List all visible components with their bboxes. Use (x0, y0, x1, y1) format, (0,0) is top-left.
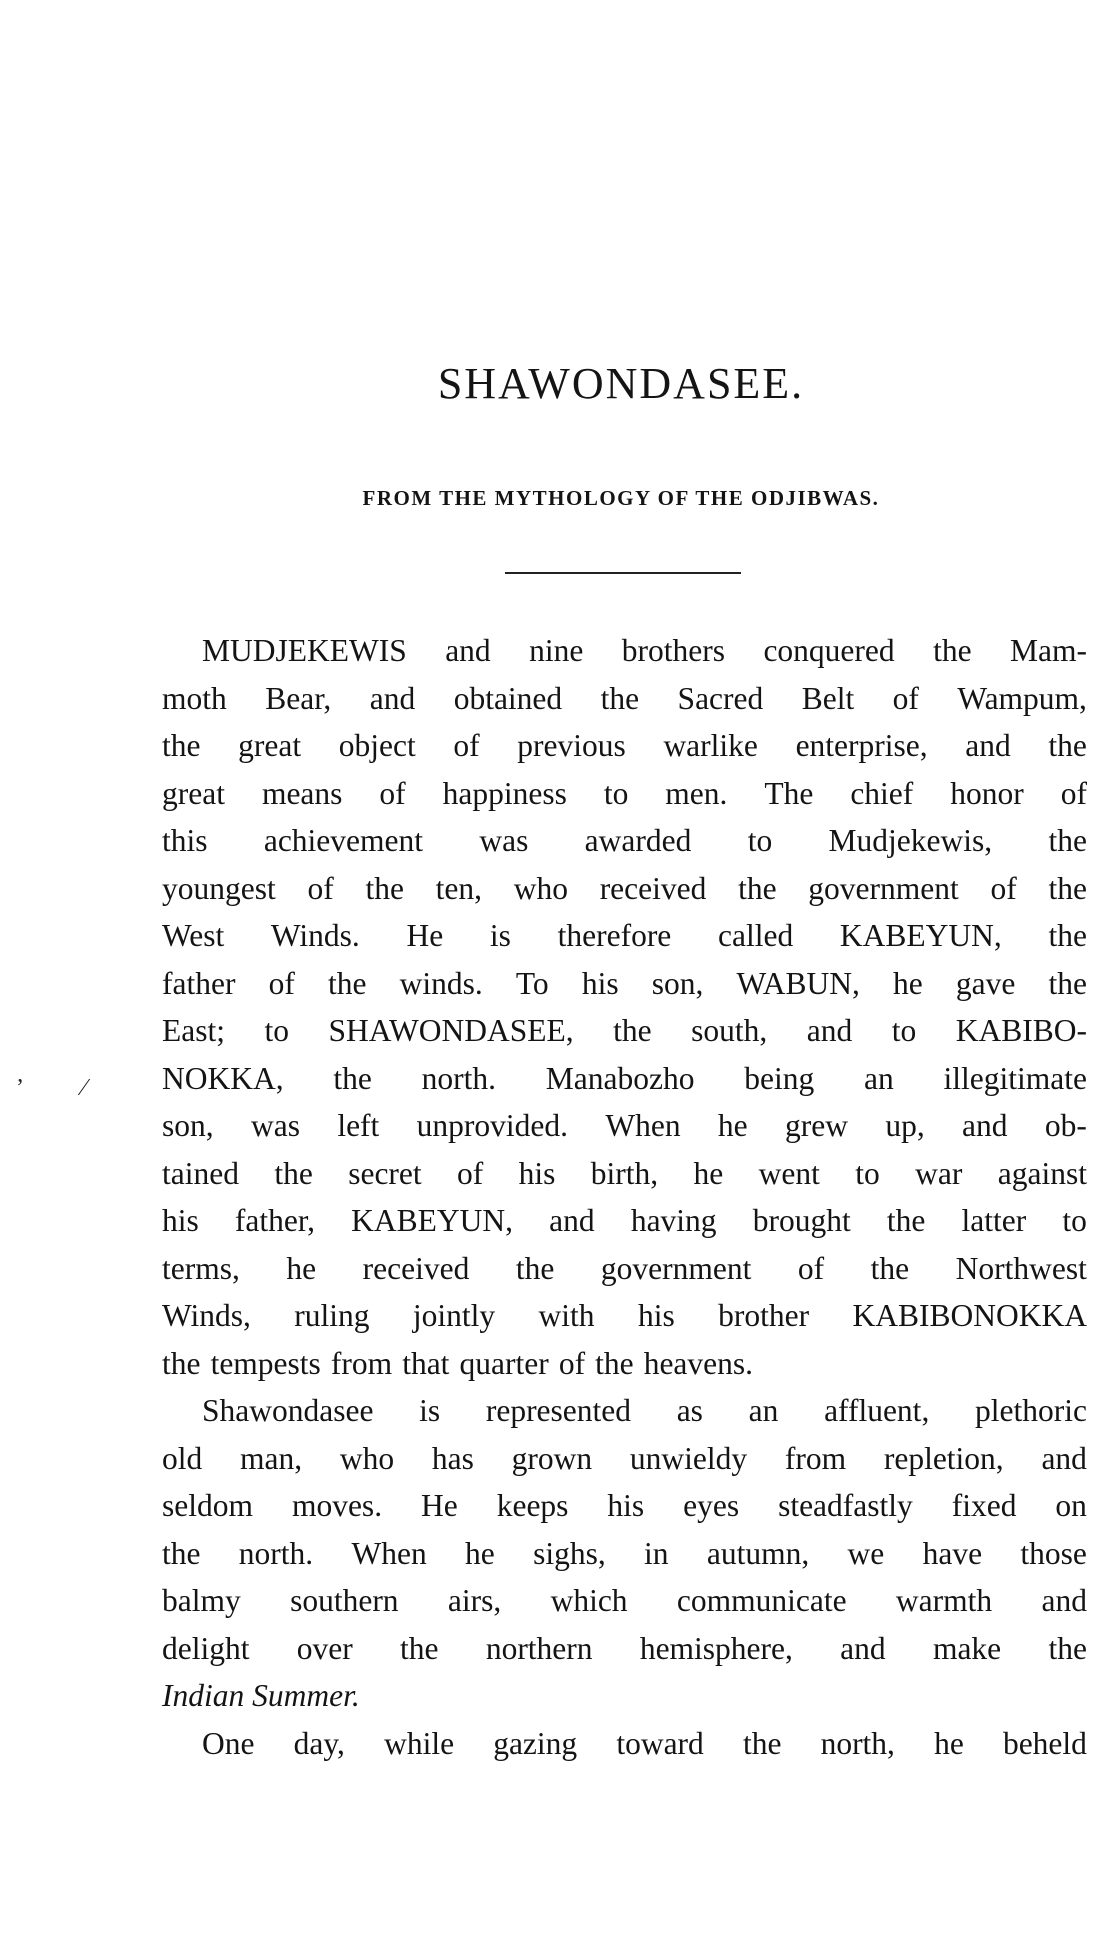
text-line (162, 675, 1087, 723)
word: of (453, 728, 480, 763)
word: the (1048, 918, 1087, 953)
word: north, (820, 1725, 895, 1761)
word: honor (950, 775, 1024, 811)
text-line (162, 912, 1087, 960)
text-line (162, 1435, 1087, 1483)
word: the (870, 1250, 910, 1286)
word: the (515, 1250, 555, 1286)
word: Manabozho (545, 1060, 695, 1096)
word: seldom (162, 1488, 253, 1523)
word: on (1055, 1488, 1087, 1523)
word: awarded (584, 823, 692, 858)
word: to (1062, 1203, 1087, 1238)
word: great (162, 775, 225, 811)
word: quarter (459, 1345, 549, 1381)
word: man, (240, 1440, 303, 1476)
word: of (379, 775, 406, 811)
word: being (744, 1060, 815, 1096)
word: Winds, (162, 1298, 251, 1333)
word: northern (485, 1630, 593, 1666)
word: and (806, 1013, 853, 1048)
word: received (599, 870, 707, 906)
word: Wampum, (957, 680, 1087, 716)
word: beheld (1002, 1725, 1087, 1761)
word: the (613, 1013, 652, 1048)
word: an (748, 1393, 779, 1428)
word: the (1048, 965, 1087, 1001)
word: Shawondasee (202, 1393, 374, 1428)
text-line (162, 1292, 1087, 1340)
word: ob- (1044, 1108, 1087, 1143)
word: the (600, 680, 640, 716)
word: government (600, 1250, 752, 1286)
word: He (421, 1488, 458, 1523)
word: and (1041, 1440, 1087, 1476)
word: balmy (162, 1583, 241, 1618)
word: previous (517, 728, 626, 763)
word: war (915, 1155, 963, 1191)
word: he (465, 1535, 495, 1571)
word: hemisphere, (639, 1630, 793, 1666)
word: the (1048, 870, 1087, 906)
word: was (250, 1108, 300, 1143)
word: with (538, 1298, 595, 1333)
word: jointly (412, 1298, 496, 1333)
word: the (400, 1630, 439, 1666)
word: object (338, 728, 416, 763)
word: Northwest (955, 1250, 1087, 1286)
word: illegitimate (943, 1060, 1087, 1096)
word: KABIBO- (955, 1013, 1087, 1048)
word: his (518, 1155, 556, 1191)
word: to (264, 1013, 290, 1048)
word: gave (955, 965, 1016, 1001)
word: therefore (557, 918, 672, 953)
word: tained (162, 1155, 239, 1191)
word: One (202, 1725, 255, 1761)
word: keeps (496, 1488, 569, 1523)
text-line (162, 1577, 1087, 1625)
word: Belt (801, 680, 855, 716)
word: delight (162, 1630, 250, 1666)
text-line (162, 1482, 1087, 1530)
word: to (855, 1155, 880, 1191)
word: the (933, 633, 972, 668)
word: that (402, 1345, 450, 1381)
word: the (1048, 728, 1087, 763)
word: Mam- (1010, 633, 1087, 668)
text-line (162, 1625, 1087, 1673)
word: day, (293, 1725, 345, 1761)
word: and (962, 1108, 1008, 1143)
word: autumn, (706, 1535, 810, 1571)
word: unwieldy (629, 1440, 748, 1476)
word: the (162, 1345, 201, 1381)
word: the (1048, 823, 1087, 858)
word: ruling (294, 1298, 370, 1333)
word: warmth (895, 1583, 993, 1618)
word: over (296, 1630, 353, 1666)
word: he (286, 1250, 317, 1286)
margin-mark: ⁄ (82, 1075, 87, 1101)
word: southern (290, 1583, 399, 1618)
word: from (330, 1345, 393, 1381)
word: to (603, 775, 629, 811)
word: warlike (663, 728, 758, 763)
word: grew (785, 1108, 848, 1143)
word: the (365, 870, 404, 906)
word: toward (616, 1725, 704, 1761)
text-line (162, 1340, 1087, 1388)
word: son, (162, 1108, 214, 1143)
text-line (162, 960, 1087, 1008)
word: Bear, (265, 680, 332, 716)
word: and (445, 633, 491, 668)
word: obtained (453, 680, 563, 716)
word: the (274, 1155, 313, 1191)
word: which (550, 1583, 628, 1618)
word: is (419, 1393, 441, 1428)
word: the (327, 965, 367, 1001)
text-line (162, 1672, 1087, 1720)
word: the (886, 1203, 926, 1238)
text-line (162, 1197, 1087, 1245)
word: of (558, 1345, 586, 1381)
text-line (162, 1530, 1087, 1578)
word: enterprise, (795, 728, 928, 763)
word: sighs, (533, 1535, 606, 1571)
word: of (990, 870, 1017, 906)
word: is (489, 918, 511, 953)
word: nine (529, 633, 584, 668)
word: and (369, 680, 416, 716)
text-line (162, 1720, 1087, 1768)
word: terms, (162, 1250, 240, 1286)
word: He (406, 918, 444, 953)
text-line (162, 627, 1087, 675)
word: his (607, 1488, 645, 1523)
word: KABEYUN, (839, 918, 1002, 953)
word: ten, (435, 870, 482, 906)
word: the (742, 1725, 782, 1761)
word: his (162, 1203, 199, 1238)
word: eyes (683, 1488, 740, 1523)
word: who (339, 1440, 395, 1476)
word: airs, (447, 1583, 502, 1618)
word: West (162, 918, 225, 953)
word: of (797, 1250, 825, 1286)
word: SHAWONDASEE, (328, 1013, 574, 1048)
word: to (891, 1013, 917, 1048)
word: he (934, 1725, 964, 1761)
word: an (864, 1060, 894, 1096)
text-line (162, 1007, 1087, 1055)
text-line (162, 1150, 1087, 1198)
word: means (261, 775, 343, 811)
word: unprovided. (416, 1108, 569, 1143)
text-line (162, 770, 1087, 818)
word: brought (752, 1203, 851, 1238)
word: son, (651, 965, 704, 1001)
word: make (932, 1630, 1002, 1666)
word: To (515, 965, 549, 1001)
word: and (549, 1203, 595, 1238)
word: to (747, 823, 773, 858)
word: KABIBONOKKA (852, 1298, 1087, 1333)
word: KABEYUN, (351, 1203, 514, 1238)
word: great (238, 728, 302, 763)
word: moves. (291, 1488, 383, 1523)
word: his (581, 965, 619, 1001)
word: secret (348, 1155, 422, 1191)
text-line (162, 1387, 1087, 1435)
word: communicate (676, 1583, 847, 1618)
word: was (479, 823, 529, 858)
chapter-title: SHAWONDASEE. (437, 359, 805, 408)
word: the (162, 1535, 201, 1571)
word: called (718, 918, 794, 953)
word: When (605, 1108, 681, 1143)
word: of (1060, 775, 1087, 811)
word: the (333, 1060, 372, 1096)
word: happiness (442, 775, 567, 811)
text-line (162, 1102, 1087, 1150)
word: chief (850, 775, 914, 811)
word: father, (234, 1203, 315, 1238)
word: went (758, 1155, 820, 1191)
word: birth, (590, 1155, 659, 1191)
word: left (337, 1108, 380, 1143)
word: against (997, 1155, 1087, 1191)
word: When (351, 1535, 427, 1571)
word: the (595, 1345, 634, 1381)
word: of (457, 1155, 484, 1191)
word: Winds. (270, 918, 360, 953)
word: youngest (162, 870, 276, 906)
word: tempests (210, 1345, 321, 1381)
word: the (738, 870, 777, 906)
margin-mark: ’ (16, 1075, 24, 1101)
word: those (1020, 1535, 1087, 1571)
word: moth (162, 680, 227, 716)
word: fixed (951, 1488, 1017, 1523)
word: south, (691, 1013, 768, 1048)
word: and (965, 728, 1011, 763)
text-line (162, 1245, 1087, 1293)
word: of (892, 680, 919, 716)
word: MUDJEKEWIS (202, 633, 407, 668)
word: of (268, 965, 295, 1001)
word: brother (718, 1298, 810, 1333)
word: he (693, 1155, 724, 1191)
word: from (784, 1440, 847, 1476)
word: who (513, 870, 568, 906)
word: winds. (399, 965, 483, 1001)
word: he (893, 965, 923, 1001)
text-line (162, 865, 1087, 913)
word: steadfastly (778, 1488, 913, 1523)
word: we (847, 1535, 885, 1571)
word: having (630, 1203, 717, 1238)
text-line (162, 1055, 1087, 1103)
word: Mudjekewis, (828, 823, 993, 858)
word: plethoric (975, 1393, 1087, 1428)
title-divider (505, 572, 741, 574)
word: old (162, 1440, 203, 1476)
word: have (922, 1535, 983, 1571)
word: heavens. (643, 1345, 754, 1381)
word: in (644, 1535, 669, 1571)
word: gazing (493, 1725, 578, 1761)
word: father (162, 965, 236, 1001)
body-text (162, 627, 1087, 1767)
word: this (162, 823, 208, 858)
word: the (162, 728, 201, 763)
word: and (840, 1630, 886, 1666)
word: up, (885, 1108, 925, 1143)
word: north. (421, 1060, 497, 1096)
word: and (1041, 1583, 1087, 1618)
word: as (676, 1393, 703, 1428)
word: he (717, 1108, 748, 1143)
word: represented (485, 1393, 632, 1428)
word: received (362, 1250, 470, 1286)
word: has (431, 1440, 474, 1476)
word: East; (162, 1013, 225, 1048)
italic-phrase: Indian Summer. (162, 1678, 360, 1713)
word: north. (238, 1535, 314, 1571)
word: government (808, 870, 959, 906)
word: achievement (263, 823, 424, 858)
word: of (307, 870, 334, 906)
word: grown (511, 1440, 593, 1476)
word: his (637, 1298, 675, 1333)
word: the (1048, 1630, 1087, 1666)
word: conquered (763, 633, 895, 668)
chapter-subtitle: FROM THE MYTHOLOGY OF THE ODJIBWAS. (362, 486, 880, 510)
word: affluent, (824, 1393, 930, 1428)
word: repletion, (883, 1440, 1004, 1476)
word: Sacred (677, 680, 764, 716)
word: NOKKA, (162, 1060, 284, 1096)
word: brothers (621, 633, 726, 668)
text-line (162, 817, 1087, 865)
word: men. (665, 775, 728, 811)
word: WABUN, (736, 965, 860, 1001)
word: The (764, 775, 814, 811)
word: latter (961, 1203, 1027, 1238)
word: while (384, 1725, 455, 1761)
text-line (162, 722, 1087, 770)
